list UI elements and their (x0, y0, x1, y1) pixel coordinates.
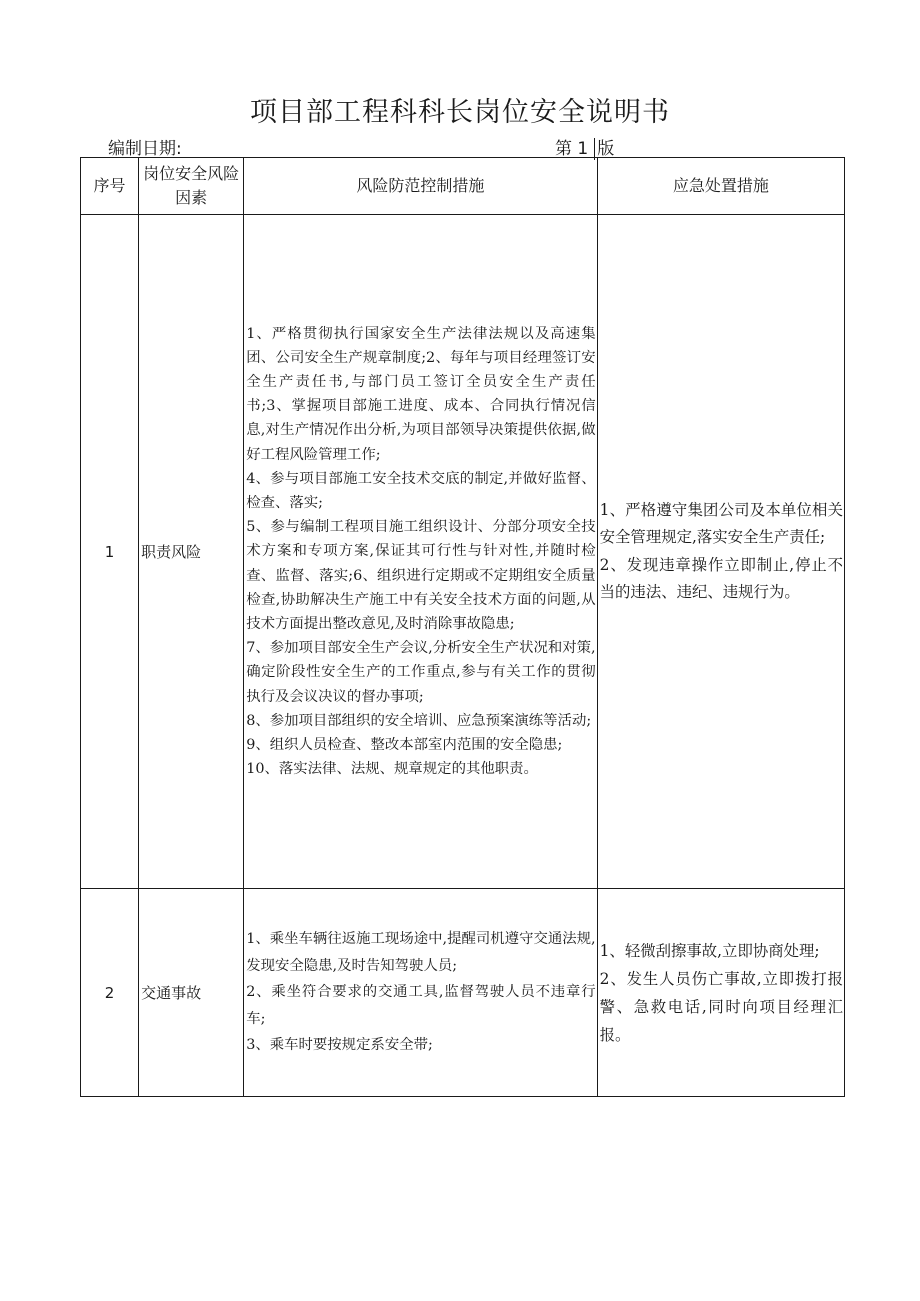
control-measures (244, 889, 597, 1097)
header-row (81, 158, 845, 215)
control-item: 7、参加项目部安全生产会议,分析安全生产状况和对策,确定阶段性安全生产的工作重点,参与有关工作的贯彻执行及会议决议的督办事项; (246, 640, 596, 705)
header-control: 风险防范控制措施 (244, 158, 597, 215)
risk-factor: 职责风险 (139, 215, 244, 889)
date-label: 编制日期: (108, 139, 182, 159)
header-no: 序号 (81, 158, 139, 215)
control-item: 8、参加项目部组织的安全培训、应急预案演练等活动; (246, 712, 592, 729)
emergency-measures (597, 215, 844, 889)
emergency-item: 2、发生人员伤亡事故,立即拨打报警、急救电话,同时向项目经理汇报。 (599, 969, 843, 1044)
table-row (81, 215, 845, 889)
document-title: 项目部工程科科长岗位安全说明书 (250, 97, 670, 128)
emergency-item: 1、轻微刮擦事故,立即协商处理; (599, 941, 820, 960)
risk-factor: 交通事故 (139, 889, 244, 1097)
control-item: 2、乘坐符合要求的交通工具,监督驾驶人员不违章行车; (246, 984, 596, 1027)
emergency-measures (597, 889, 844, 1097)
edition-suffix: 版 (597, 139, 615, 159)
emergency-item: 2、发现违章操作立即制止,停止不当的违法、违纪、违规行为。 (599, 555, 843, 601)
header-risk: 岗位安全风险因素 (139, 158, 244, 215)
control-item: 1、乘坐车辆往返施工现场途中,提醒司机遵守交通法规,发现安全隐患,及时告知驾驶人员; (246, 931, 596, 974)
control-item: 4、参与项目部施工安全技术交底的制定,并做好监督、检查、落实; (246, 470, 596, 511)
control-item: 5、参与编制工程项目施工组织设计、分部分项安全技术方案和专项方案,保证其可行性与针对性,并随时检查、监督、落实;6、组织进行定期或不定期组安全质量检查,协助解决生产施工中有关安全技术方面的问题,从技术方面提出整改意见,及时消除事故隐患; (246, 519, 596, 632)
row-number: 1 (81, 215, 139, 889)
edition-number: 第 1 (555, 139, 589, 159)
control-item: 1、严格贯彻执行国家安全生产法律法规以及高速集团、公司安全生产规章制度;2、每年与项目经理签订安全生产责任书,与部门员工签订全员安全生产责任书;3、掌握项目部施工进度、成本、合同执行情况信息,对生产情况作出分析,为项目部领导决策提供依据,做好工程风险管理工作; (246, 325, 596, 463)
row-number: 2 (81, 889, 139, 1097)
control-item: 10、落实法律、法规、规章规定的其他职责。 (246, 761, 538, 778)
control-item: 9、组织人员检查、整改本部室内范围的安全隐患; (246, 737, 563, 754)
table-row (81, 889, 845, 1097)
emergency-item: 1、严格遵守集团公司及本单位相关安全管理规定,落实安全生产责任; (599, 500, 843, 546)
control-item: 3、乘车时要按规定系安全带; (246, 1037, 433, 1054)
header-emergency: 应急处置措施 (597, 158, 844, 215)
safety-table (80, 157, 845, 1097)
control-measures (244, 215, 597, 889)
